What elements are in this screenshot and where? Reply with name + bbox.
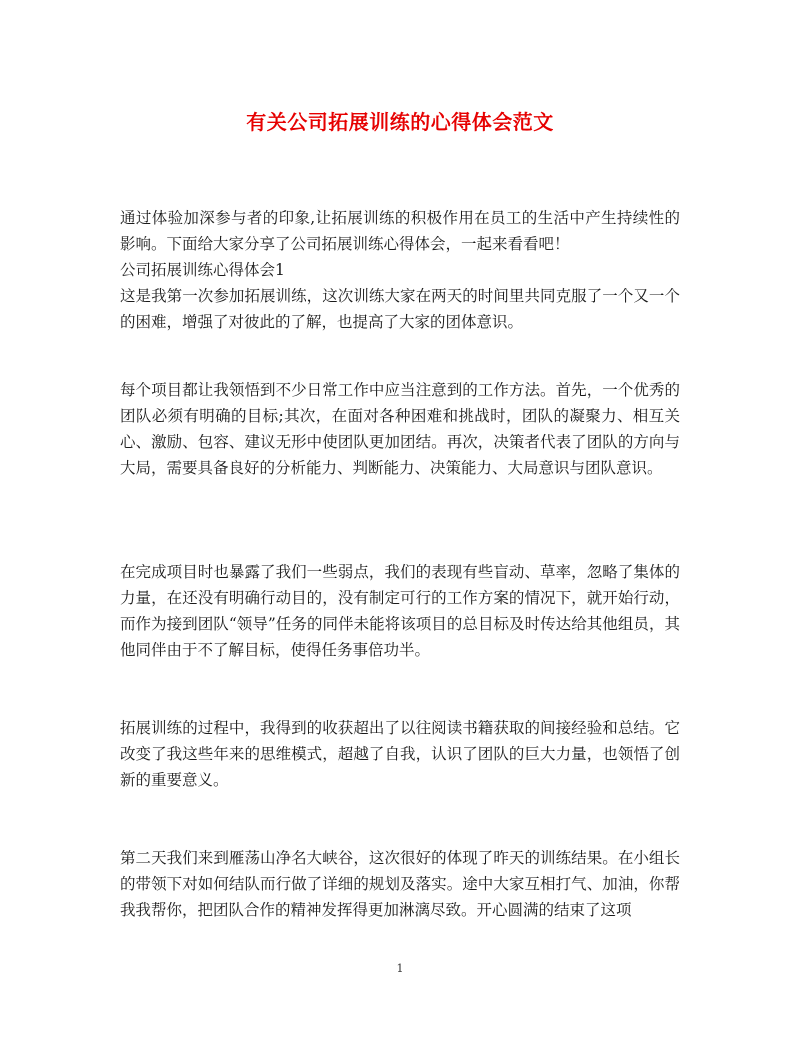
body-paragraph-2: 每个项目都让我领悟到不少日常工作中应当注意到的工作方法。首先，一个优秀的团队必须有明确的目标;其次，在面对各种困难和挑战时，团队的凝聚力、相互关心、激励、包容、建议无形中使团队更加团结。再次，决策者代表了团队的方向与大局，需要具备良好的分析能力、判断能力、决策能力、大局意识与团队意识。 [120, 381, 680, 477]
page-number: 1 [396, 962, 404, 975]
section-heading: 公司拓展训练心得体会1 [120, 261, 285, 279]
body-paragraph-1: 这是我第一次参加拓展训练，这次训练大家在两天的时间里共同克服了一个又一个的困难，增强了对彼此的了解，也提高了大家的团体意识。 [120, 287, 680, 331]
body-paragraph-3: 在完成项目时也暴露了我们一些弱点，我们的表现有些盲动、草率，忽略了集体的力量，在还没有明确行动目的，没有制定可行的工作方案的情况下，就开始行动，而作为接到团队“领导”任务的同伴未能将该项目的总目标及时传达给其他组员，其他同伴由于不了解目标，使得任务事倍功半。 [120, 563, 680, 659]
body-paragraph-4: 拓展训练的过程中，我得到的收获超出了以往阅读书籍获取的间接经验和总结。它改变了我这些年来的思维模式，超越了自我，认识了团队的巨大力量，也领悟了创新的重要意义。 [120, 719, 680, 789]
body-paragraph-5: 第二天我们来到雁荡山净名大峡谷，这次很好的体现了昨天的训练结果。在小组长的带领下对如何结队而行做了详细的规划及落实。途中大家互相打气、加油，你帮我我帮你，把团队合作的精神发挥得更加淋漓尽致。开心圆满的结束了这项 [120, 849, 680, 919]
document-title: 有关公司拓展训练的心得体会范文 [246, 110, 554, 134]
intro-paragraph: 通过体验加深参与者的印象,让拓展训练的积极作用在员工的生活中产生持续性的影响。下面给大家分享了公司拓展训练心得体会，一起来看看吧！ [120, 209, 680, 253]
